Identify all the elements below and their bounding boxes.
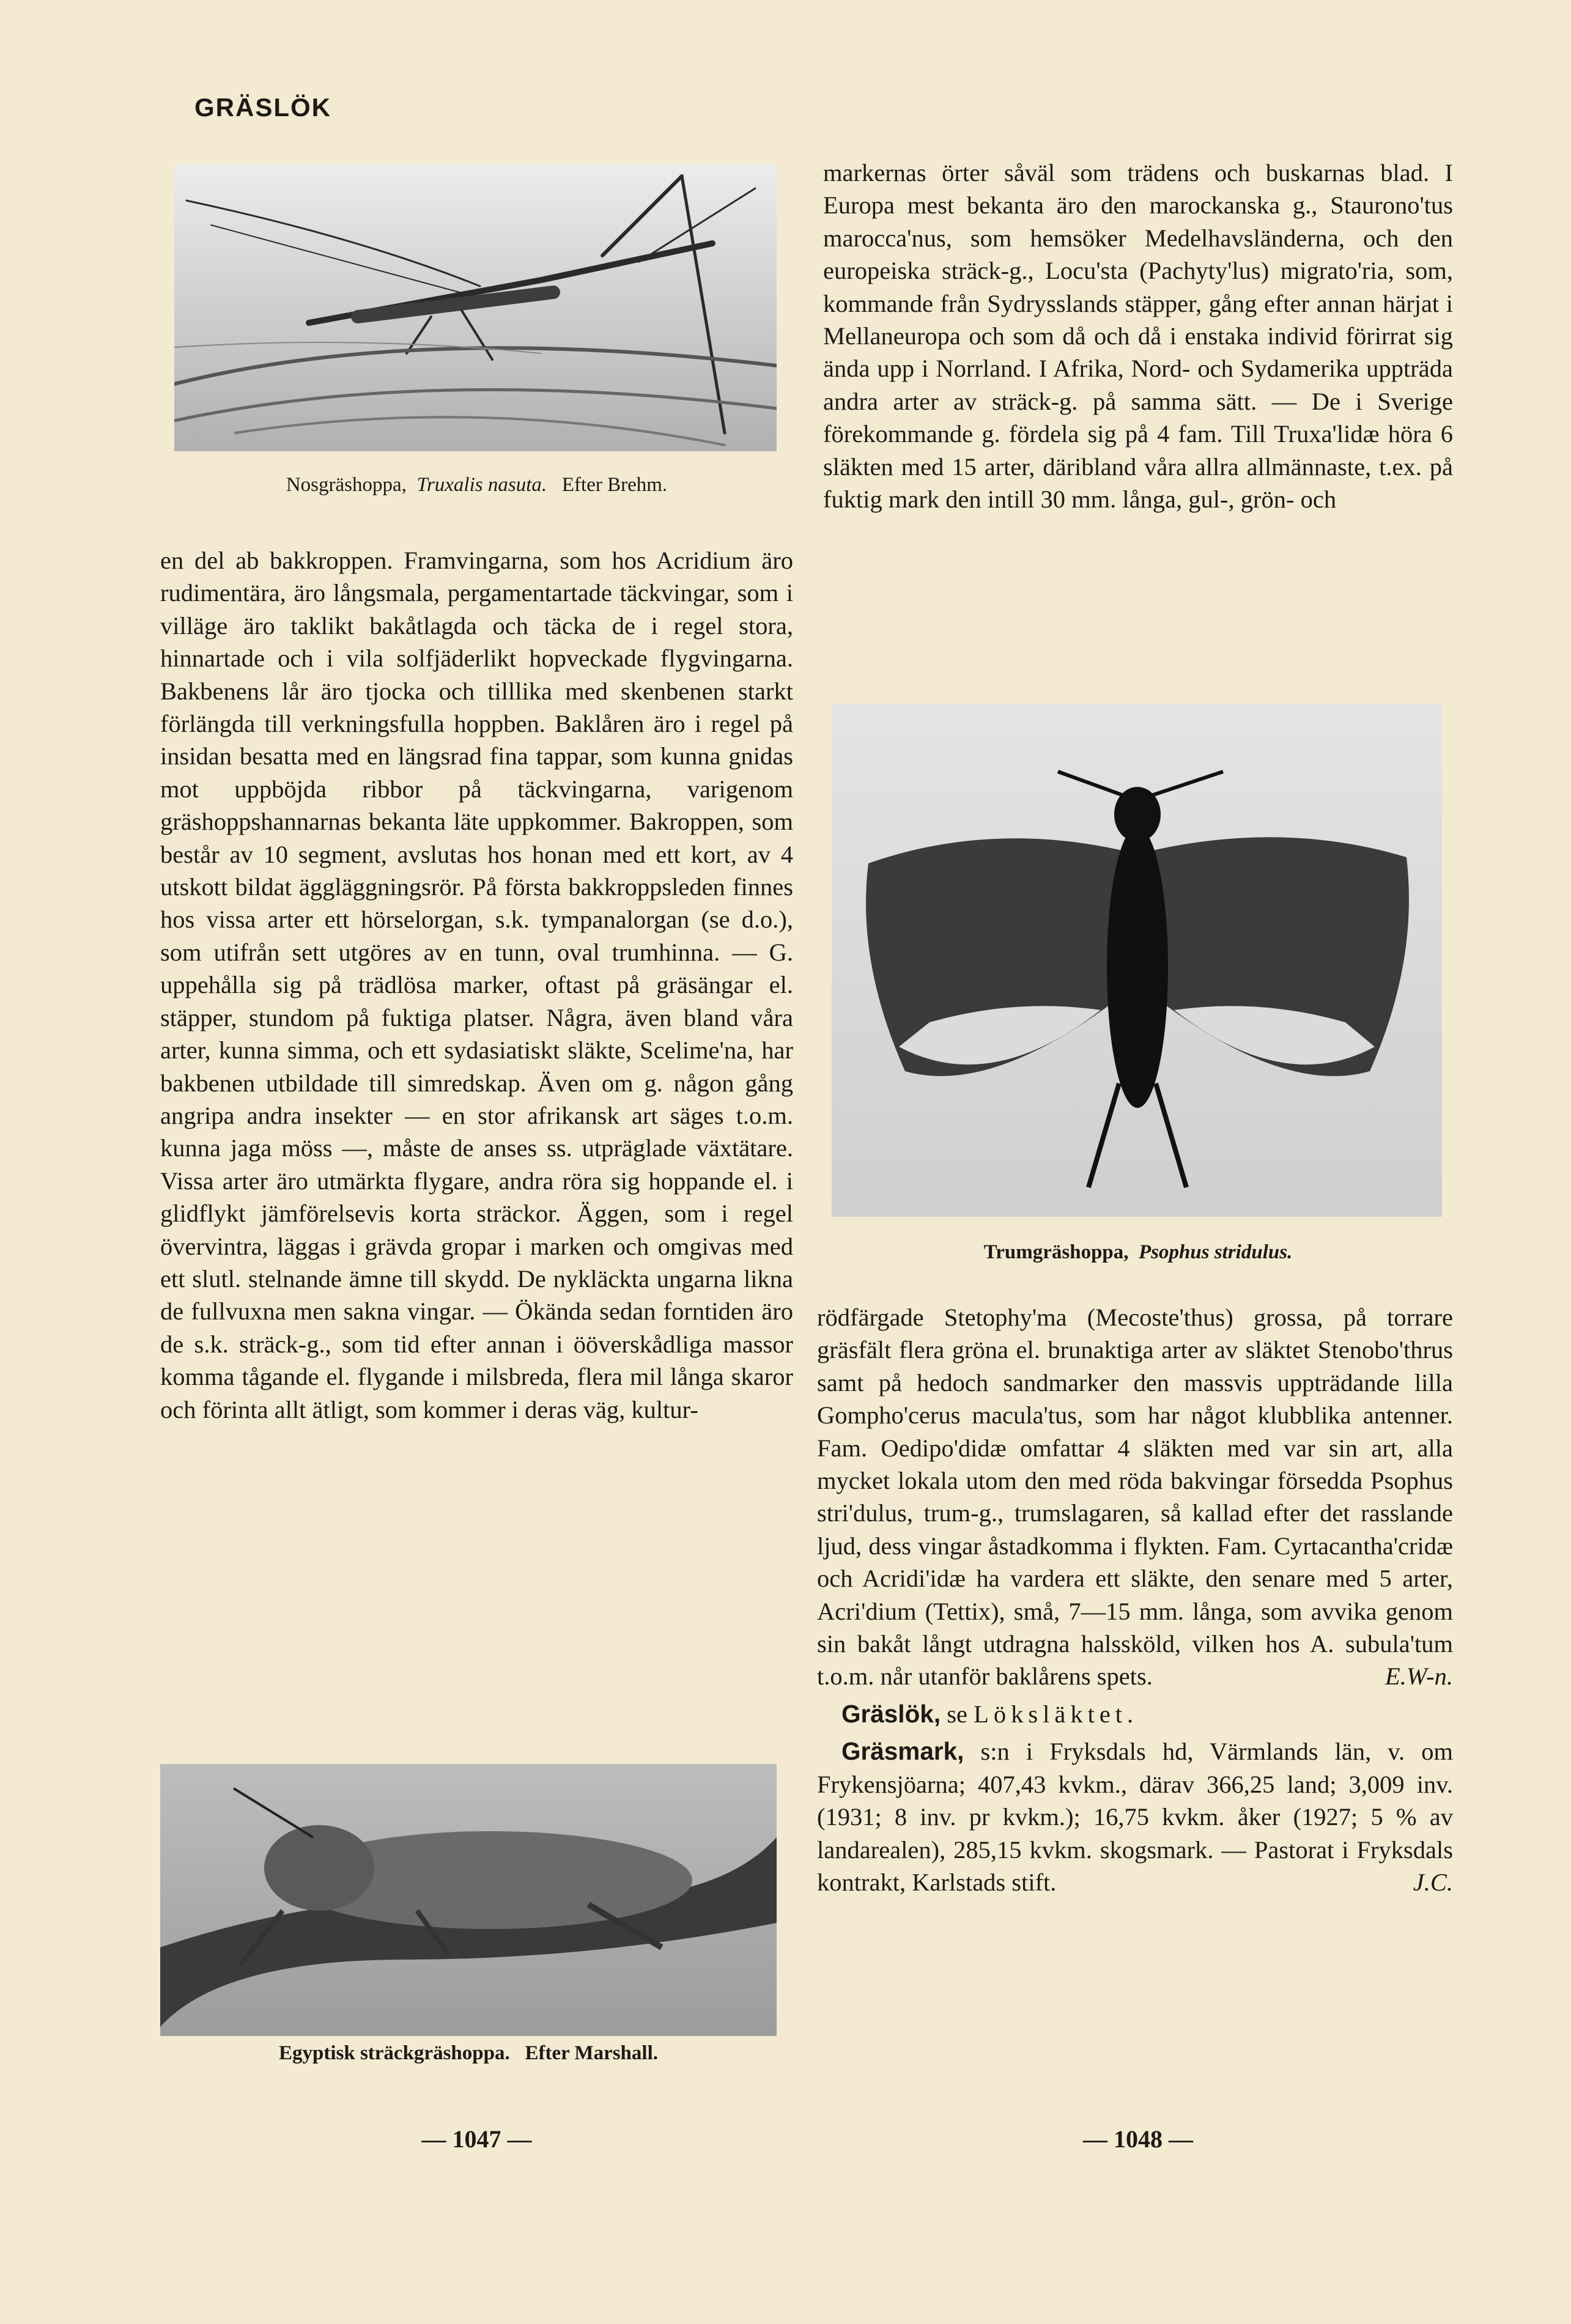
entry-graslok-ref: Löksläktet. [974,1700,1139,1728]
right-column-bottom-paragraph [817,1301,1453,1693]
caption-fig3-source: Efter Marshall. [525,2042,658,2064]
page-number-left: — 1047 — [421,2125,532,2153]
left-column [160,544,793,1426]
entry-grasmark [817,1735,1453,1898]
caption-fig1 [160,474,793,496]
caption-fig1-source: Efter Brehm. [561,474,668,496]
caption-fig1-latin: Truxalis nasuta. [416,474,547,496]
left-column-paragraph: en del ab bakkroppen. Framvingarna, som hos Acridium äro rudimentära, äro långsmala, pergamentartade täckvingar, som i villäge äro taklikt bakåtlagda och täcka de i regel stora, hinnartade och i vila solfjäderlikt hopveckade flygvingarna. Bakbenens lår äro tjocka och tilllika med skenbenen starkt förlängda till verkningsfulla hoppben. Baklåren äro i regel på insidan besatta med en längsrad fina tappar, som kunna gnidas mot uppböjda ribbor på täckvingarna, varigenom gräshoppshannarnas bekanta läte uppkommer. Bakroppen, som består av 10 segment, avslutas hos honan med ett kort, av 4 utskott bildat äggläggningsrör. På första bakkroppsleden finnes hos vissa arter ett hörselorgan, s.k. tympanalorgan (se d.o.), som utifrån sett utgöres av en tunn, oval trumhinna. — G. uppehålla sig på trädlösa marker, oftast på gräsängar el. stäpper, stundom på fuktiga platser. Några, även bland våra arter, kunna simma, och ett sydasiatiskt släkte, Scelime'na, har bakbenen utbildade till simredskap. Även om g. någon gång angripa andra insekter — en stor afrikansk art säges t.o.m. kunna jaga möss —, måste de anses ss. utpräglade växtätare. Vissa arter äro utmärkta flygare, andra röra sig hoppande el. i glidflykt jämförelsevis korta sträckor. Äggen, som i regel övervintra, läggas i grävda gropar i marken och omgivas med ett slutl. stelnande ämne till skydd. De nykläckta ungarna likna de fullvuxna men sakna vingar. — Ökända sedan forntiden äro de s.k. sträck-g., som tid efter annan i ööverskådliga massor komma tågande el. flygande i milsbreda, flera mil långa skaror och förinta allt ätligt, som kommer i deras väg, kultur- [160,547,793,1423]
caption-fig1-common: Nosgräshoppa, [286,474,407,496]
entry-grasmark-text: s:n i Fryksdals hd, Värmlands län, v. om Frykensjöarna; 407,43 kvkm., därav 366,25 land; 3,009 inv. (1931; 8 inv. pr kvkm.); 16,75 kvkm. åker (1927; 5 % av landarealen), 285,15 kvkm. skogsmark. — Pastorat i Fryksdals kontrakt, Karlstads stift. [817,1738,1453,1896]
right-column-bottom [817,1301,1453,1898]
signature-ewn: E.W-n. [1385,1662,1453,1691]
right-column-bottom-text: rödfärgade Stetophy'ma (Mecoste'thus) grossa, på torrare gräsfält flera gröna el. brunaktiga arter av släktet Stenobo'thrus samt på hedoch sandmarker den massvis uppträdande lilla Gompho'cerus macula'tus, som har något klubblika antenner. Fam. Oedipo'didæ omfattar 4 släkten med var sin art, alla mycket lokala utom den med röda bakvingar försedda Psophus stri'dulus, trum-g., trumslagaren, så kallad efter det rasslande ljud, dess vingar åstadkomma i flykten. Fam. Cyrtacantha'cridæ och Acridi'idæ ha vardera ett släkte, den senare med 5 arter, Acri'dium (Tettix), små, 7—15 mm. långa, som avvika genom sin bakåt långt utdragna halssköld, vilken hos A. subula'tum t.o.m. når utanför baklårens spets. [817,1304,1453,1691]
photo-nosgrashoppa [174,164,777,451]
grasshopper-illustration [174,164,777,451]
right-column-top-paragraph: markernas örter såväl som trädens och buskarnas blad. I Europa mest bekanta äro den marockanska g., Staurono'tus marocca'nus, som hemsöker Medelhavsländerna, och den europeiska sträck-g., Locu'sta (Pachyty'lus) migrato'ria, som, kommande från Sydrysslands stäpper, gång efter annan härjat i Mellaneuropa och som då och då i enstaka individ förirrat sig ända upp i Norrland. I Afrika, Nord- och Sydamerika uppträda andra arter av sträck-g. på samma sätt. — De i Sverige förekommande g. fördela sig på 4 fam. Till Truxa'lidæ höra 6 släkten med 15 arter, däribland våra allra allmännaste, t.ex. på fuktig mark den intill 30 mm. långa, gul-, grön- och [823,159,1453,514]
caption-fig3-common: Egyptisk sträckgräshoppa. [278,2042,510,2064]
caption-fig2-common: Trumgräshoppa, [983,1241,1129,1263]
photo-trumgrashoppa [832,704,1442,1217]
psophus-photo [832,704,1442,1217]
entry-graslok-text: se [947,1700,967,1728]
caption-fig3 [160,2042,777,2065]
locust-photo [160,1764,777,2036]
running-head: GRÄSLÖK [194,93,331,122]
caption-fig2-latin: Psophus stridulus. [1139,1241,1293,1263]
entry-graslok [817,1698,1453,1730]
signature-jc: J.C. [1413,1868,1453,1896]
entry-graslok-head: Gräslök, [841,1699,941,1728]
entry-grasmark-head: Gräsmark, [841,1737,964,1766]
caption-fig2 [823,1241,1453,1264]
right-column-top [823,157,1453,515]
photo-egyptisk-strackgrashoppa [160,1764,777,2036]
page-number-right: — 1048 — [1083,2125,1193,2153]
